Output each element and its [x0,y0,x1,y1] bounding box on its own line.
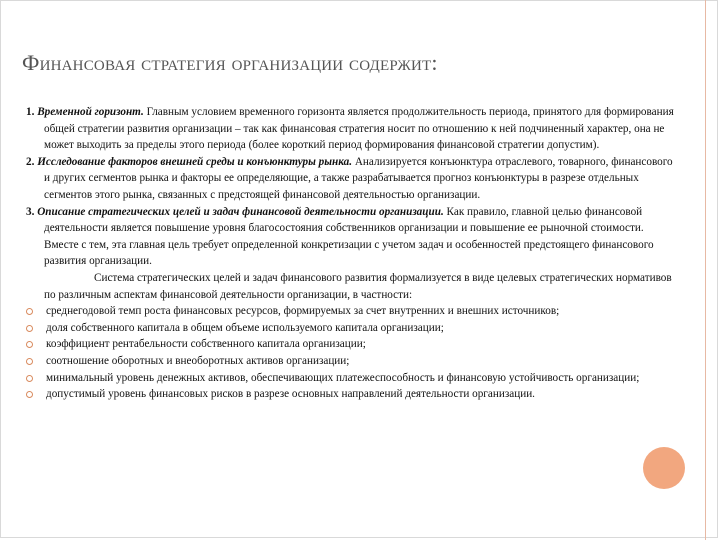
slide-title: Финансовая стратегия организации содержит: [22,50,438,75]
target-list [26,303,674,403]
section-2 [26,154,674,204]
section-heading: Описание стратегических целей и задач финансовой деятельности организации. [37,205,444,218]
section-text: Главным условием временного горизонта является продолжительность периода, принятого для формирования общей стратегии развития организации – так как финансовая стратегия носит по отношению к ней подчиненный характер, она не может выходить за пределы этого периода (более короткий период формирования финансовой стратегии допустим). [44,106,674,152]
section-heading: Временной горизонт. [37,106,144,118]
circle-bullet-icon [26,308,33,315]
list-item: коэффициент рентабельности собственного капитала организации; [26,336,674,353]
section-heading: Исследование факторов внешней среды и конъюнктуры рынка. [37,155,353,168]
circle-bullet-icon [26,341,33,348]
list-item: минимальный уровень денежных активов, обеспечивающих платежеспособность и финансовую устойчивость организации; [26,370,674,387]
section-number: 1. [26,106,35,118]
circle-bullet-icon [26,391,33,398]
side-decor-line [705,0,706,540]
circle-bullet-icon [26,358,33,365]
section-text: Как правило, главной целью финансовой деятельности является повышение уровня благосостояния собственников организации и повышение ее рыночной стоимости. Вместе с тем, эта главная цель требует определенной конкретизации с учетом задач и особенностей предстоящего финансового развития организации. [44,205,654,268]
list-item: допустимый уровень финансовых рисков в разрезе основных направлений деятельности организации. [26,386,674,403]
section-number: 3. [26,205,35,218]
list-item: доля собственного капитала в общем объеме используемого капитала организации; [26,320,674,337]
circle-bullet-icon [26,325,33,332]
slide-content [26,104,674,403]
section-3 [26,204,674,270]
system-paragraph [26,270,674,303]
system-text: Система стратегических целей и задач финансового развития формализуется в виде целевых стратегических нормативов по различным аспектам финансовой деятельности организации, в частности: [44,271,672,301]
circle-bullet-icon [26,375,33,382]
section-1 [26,104,674,154]
list-item: соотношение оборотных и внеоборотных активов организации; [26,353,674,370]
list-item: среднегодовой темп роста финансовых ресурсов, формируемых за счет внутренних и внешних источников; [26,303,674,320]
decorative-ring [638,442,690,494]
section-number: 2. [26,155,35,168]
section-text: Анализируется конъюнктура отраслевого, товарного, финансового и других сегментов рынка и факторы ее определяющие, а также разрабатывается прогноз конъюнктуры в разрезе отдельных сегментов этого рынка, связанных с предстоящей финансовой деятельностью организации. [44,155,673,201]
